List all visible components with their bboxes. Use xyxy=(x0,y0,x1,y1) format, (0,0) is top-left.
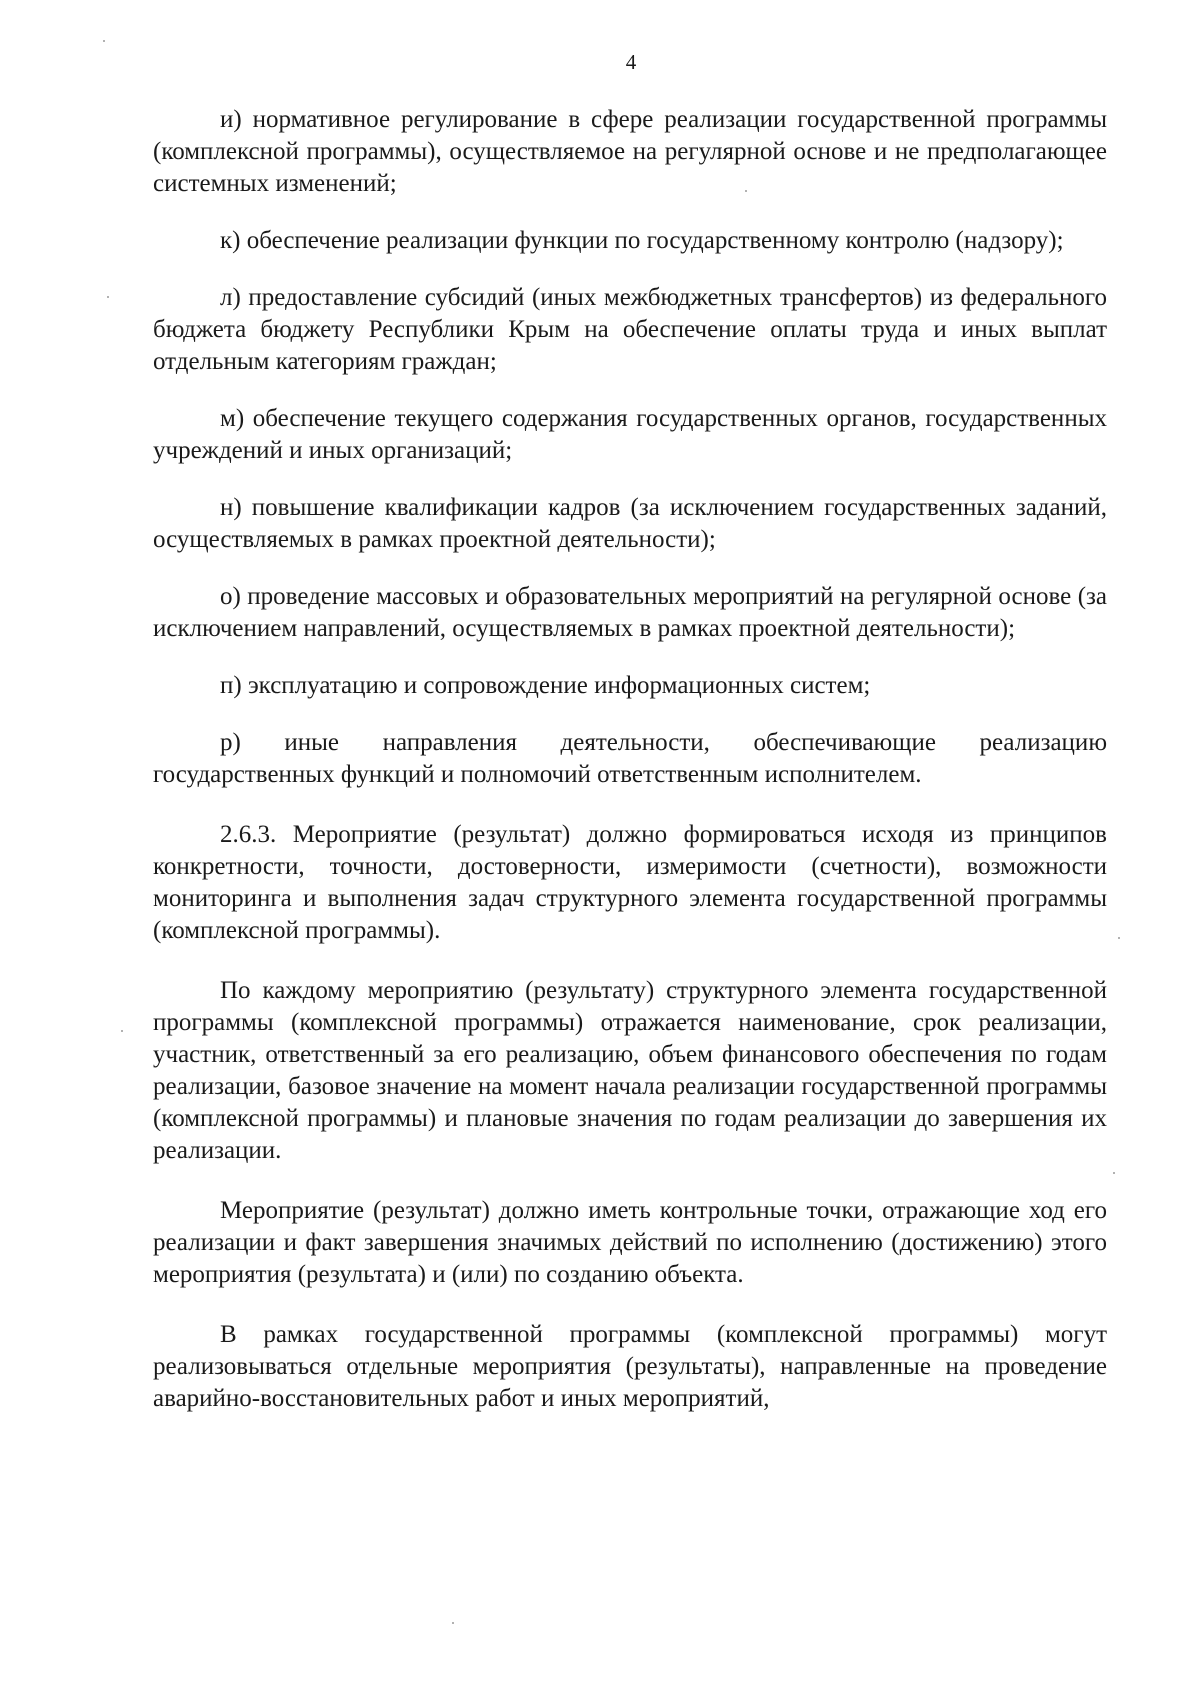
paragraph-item-o: о) проведение массовых и образовательных мероприятий на регулярной основе (за исключением направлений, осуществляемых в рамках проектной деятельности); xyxy=(153,583,1107,642)
paragraph-item-r: р) иные направления деятельности, обеспечивающие реализацию государственных функций и полномочий ответственным исполнителем. xyxy=(153,729,1107,788)
paragraph-item-p: п) эксплуатацию и сопровождение информационных систем; xyxy=(220,672,871,699)
paragraph-item-l: л) предоставление субсидий (иных межбюджетных трансфертов) из федерального бюджета бюджету Республики Крым на обеспечение оплаты труда и иных выплат отдельным категориям граждан; xyxy=(153,284,1107,375)
page-number: 4 xyxy=(625,50,637,74)
paragraph-per-activity: По каждому мероприятию (результату) структурного элемента государственной программы (комплексной программы) отражается наименование, срок реализации, участник, ответственный за его реализацию, объем финансового обеспечения по годам реализации, базовое значение на момент начала реализации государственной программы (комплексной программы) и плановые значения по годам реализации до завершения их реализации. xyxy=(153,977,1107,1164)
paragraph-section-2-6-3: 2.6.3. Мероприятие (результат) должно формироваться исходя из принципов конкретности, точности, достоверности, измеримости (счетности), возможности мониторинга и выполнения задач структурного элемента государственной программы (комплексной программы). xyxy=(153,821,1107,944)
paragraph-item-n: н) повышение квалификации кадров (за исключением государственных заданий, осуществляемых в рамках проектной деятельности); xyxy=(153,494,1107,553)
paragraph-control-points: Мероприятие (результат) должно иметь контрольные точки, отражающие ход его реализации и факт завершения значимых действий по исполнению (достижению) этого мероприятия (результата) и (или) по созданию объекта. xyxy=(153,1197,1107,1288)
document-body xyxy=(153,104,1107,1440)
paragraph-separate-activities: В рамках государственной программы (комплексной программы) могут реализовываться отдельные мероприятия (результаты), направленные на проведение аварийно-восстановительных работ и иных мероприятий, xyxy=(153,1321,1107,1412)
paragraph-item-m: м) обеспечение текущего содержания государственных органов, государственных учреждений и иных организаций; xyxy=(153,405,1107,464)
paragraph-item-i: и) нормативное регулирование в сфере реализации государственной программы (комплексной программы), осуществляемое на регулярной основе и не предполагающее системных изменений; xyxy=(153,106,1107,197)
paragraph-item-k: к) обеспечение реализации функции по государственному контролю (надзору); xyxy=(220,227,1064,254)
